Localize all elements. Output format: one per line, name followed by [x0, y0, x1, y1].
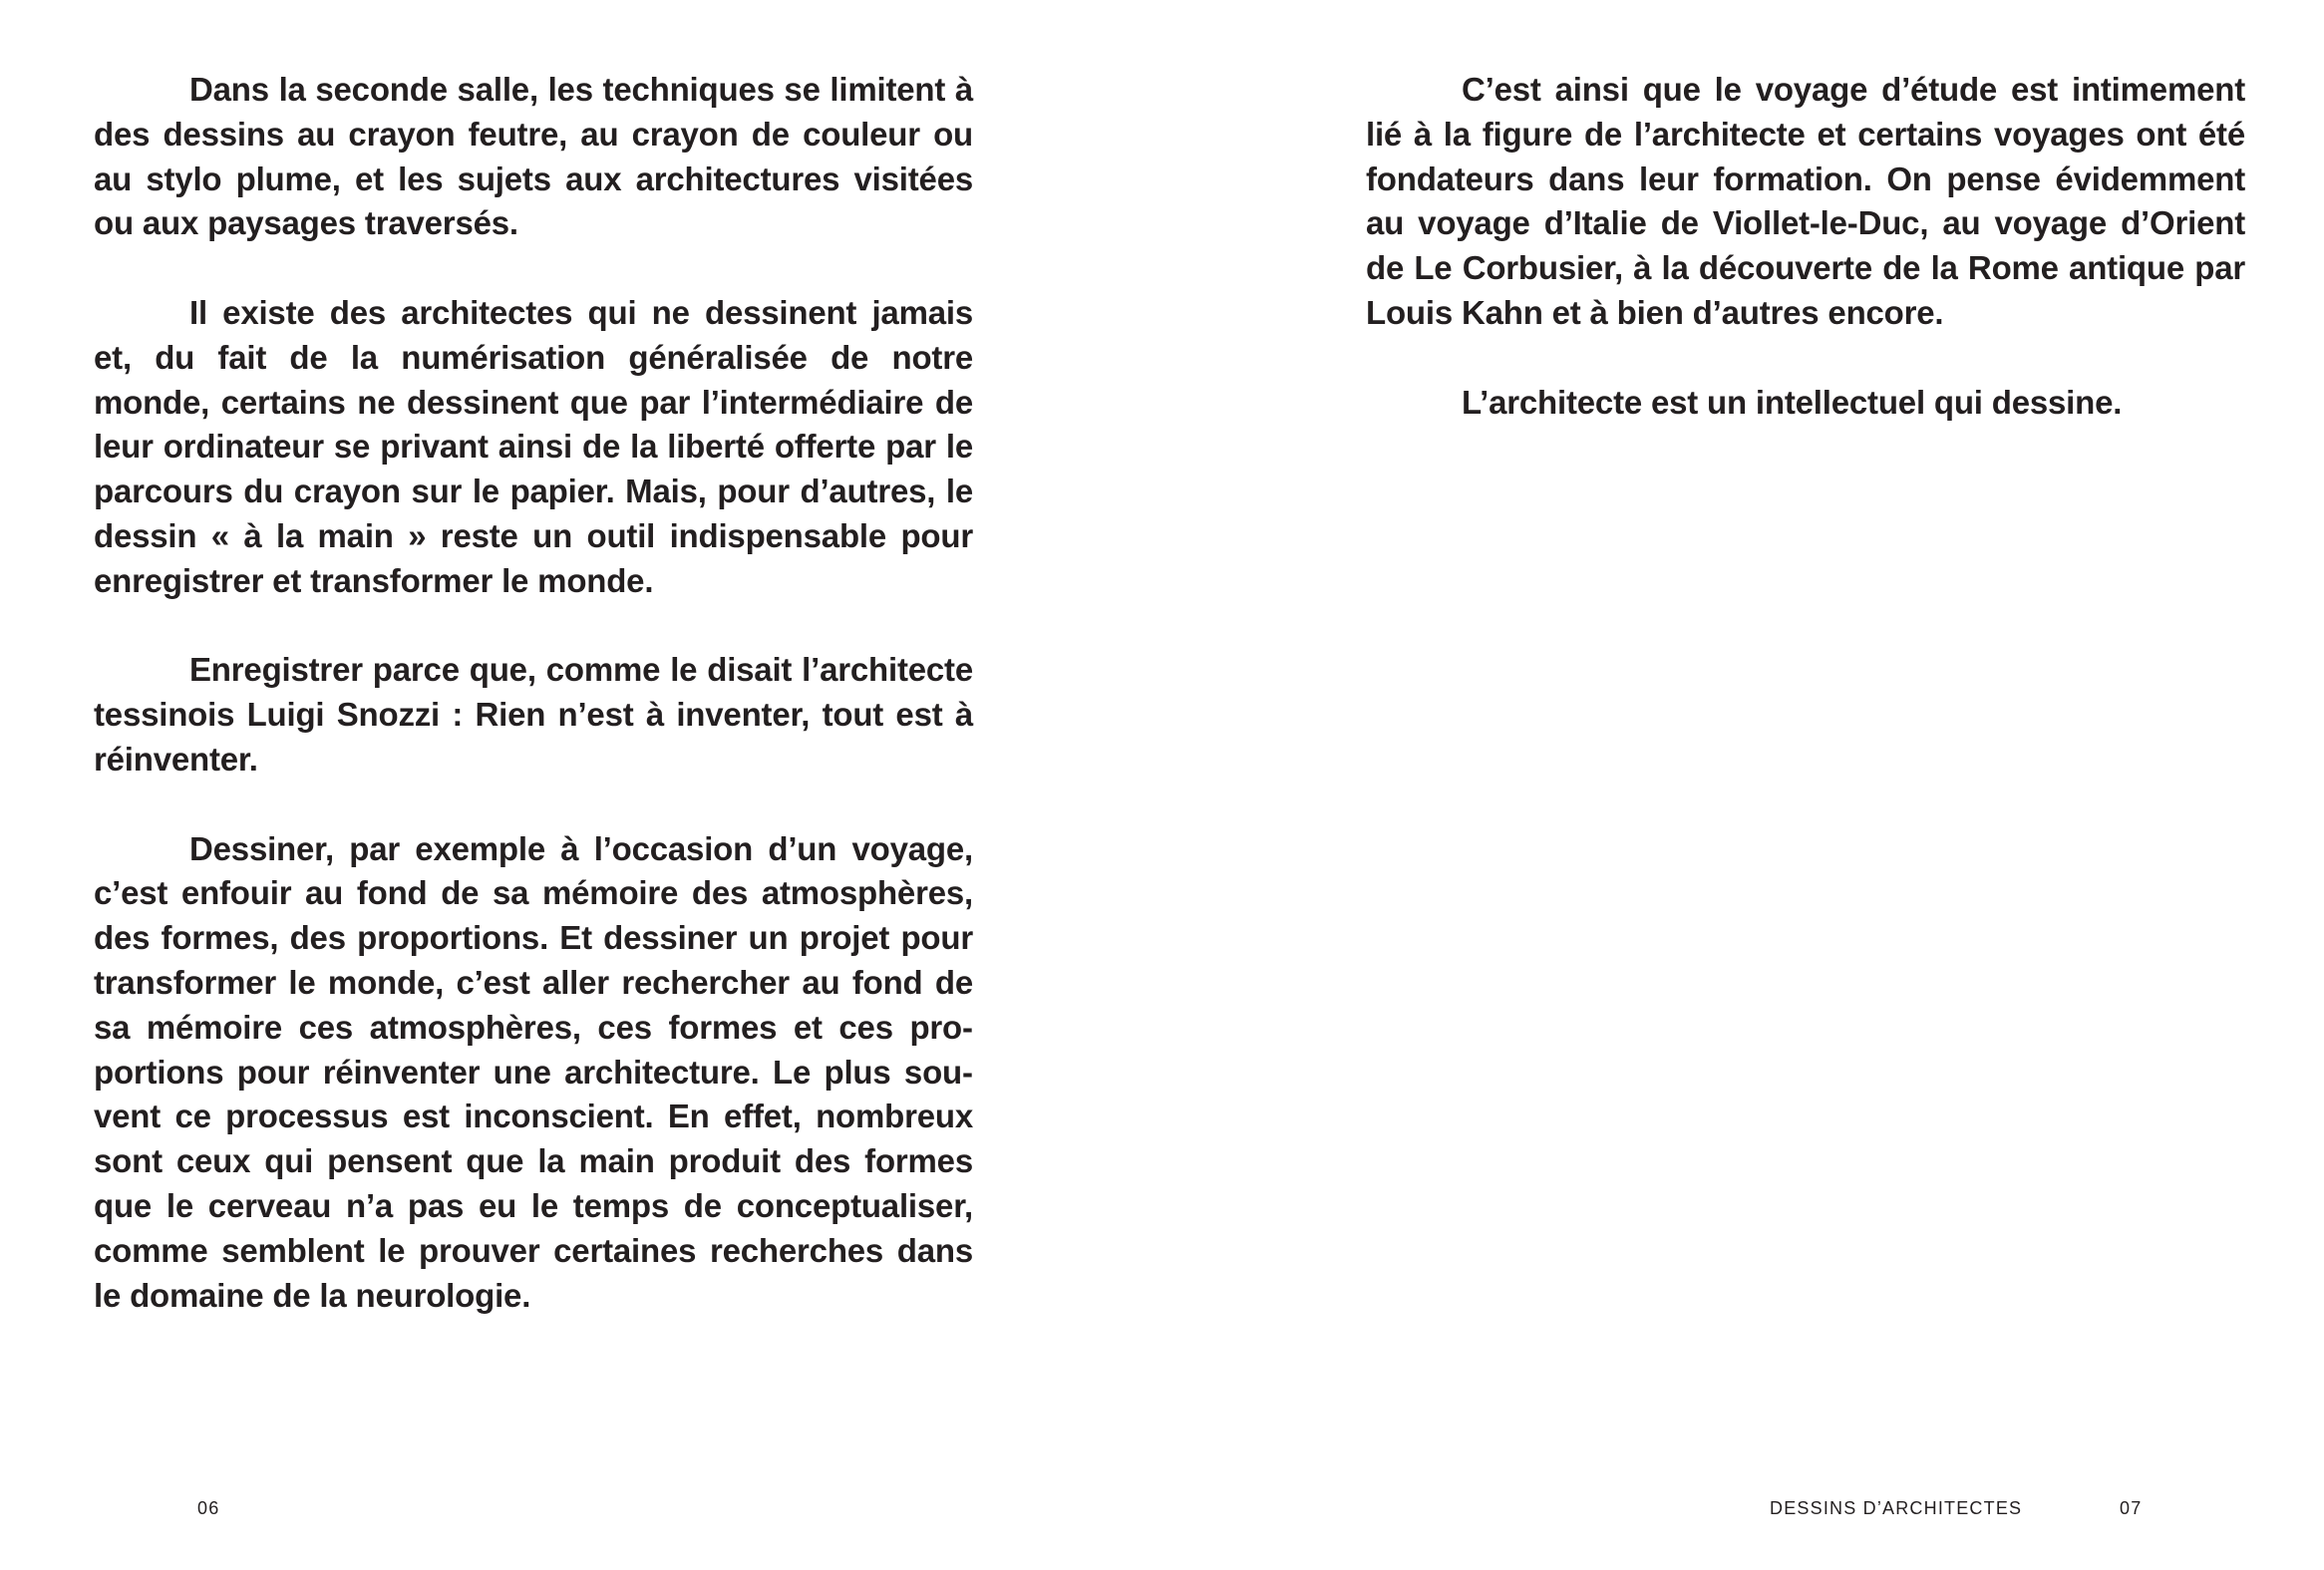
- left-text-column: [94, 68, 973, 1363]
- paragraph: Enregistrer parce que, comme le disait l’architecte tessinois Luigi Snozzi : Rien n’est à inventer, tout est à réinventer.: [94, 651, 973, 778]
- paragraph: Dessiner, par exemple à l’occasion d’un voyage, c’est enfouir au fond de sa mémoire des atmosphères, des formes, des proportions. Et dessiner un projet pour transformer le monde, c’est aller rechercher au fond de sa mémoire ces atmosphères, ces formes et ces proportions pour réinventer une architecture. Le plus souvent ce processus est inconscient. En effet, nombreux sont ceux qui pensent que la main produit des formes que le cerveau n’a pas eu le temps de conceptualiser, comme semblent le prouver certaines recherches dans le domaine de la neurologie.: [94, 829, 973, 1314]
- right-page: [1162, 0, 2324, 1570]
- page-number: 06: [197, 1498, 220, 1518]
- paragraph: Dans la seconde salle, les techniques se limitent à des dessins au crayon feutre, au crayon de couleur ou au stylo plume, et les sujets aux architectures visitées ou aux paysages traversés.: [94, 71, 973, 242]
- paragraph: Il existe des architectes qui ne dessinent jamais et, du fait de la numérisation généralisée de notre monde, certains ne dessinent que par l’intermédiaire de leur ordinateur se privant ainsi de la liberté offerte par le parcours du crayon sur le papier. Mais, pour d’autres, le dessin « à la main » reste un outil indispensable pour enregistrer et transformer le monde.: [94, 293, 973, 599]
- paragraph: C’est ainsi que le voyage d’étude est intimement lié à la figure de l’architecte et certains voyages ont été fondateurs dans leur formation. On pense évidemment au voyage d’Italie de Viollet-le-Duc, au voyage d’Orient de Le Corbusier, à la découverte de la Rome antique par Louis Kahn et à bien d’autres encore.: [1366, 71, 2245, 331]
- page-number: 07: [2120, 1498, 2143, 1518]
- running-title: DESSINS D’ARCHITECTES: [1770, 1498, 2023, 1518]
- paragraph: L’architecte est un intellectuel qui dessine.: [1462, 383, 2123, 421]
- right-text-column: [1366, 68, 2245, 470]
